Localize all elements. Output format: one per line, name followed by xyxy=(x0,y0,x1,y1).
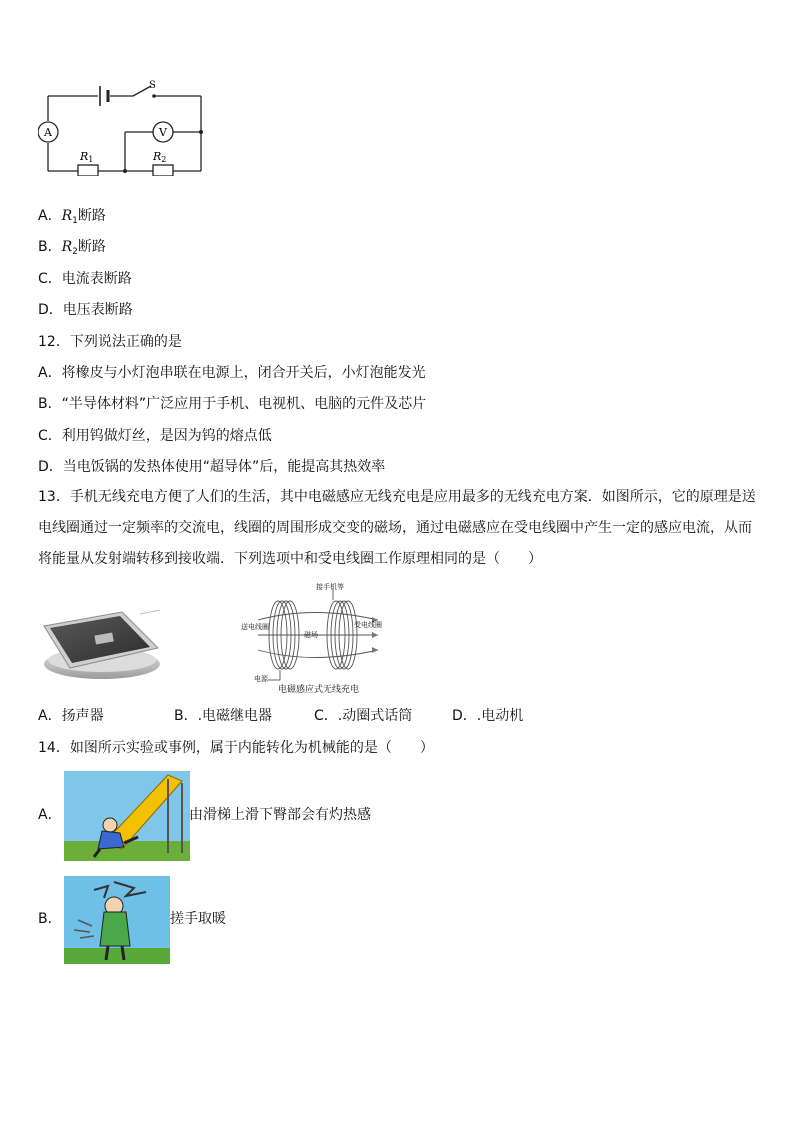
q13-option-b: B．.电磁继电器 xyxy=(174,708,273,724)
label-receiver: 接手机等 xyxy=(316,583,344,591)
q12-stem: 12．下列说法正确的是 xyxy=(38,334,182,350)
q11-option-b: B．$R_2$断路 xyxy=(38,239,106,257)
q12-option-b: B．“半导体材料”广泛应用于手机、电视机、电脑的元件及芯片 xyxy=(38,396,427,412)
slide-image xyxy=(64,771,190,861)
q14-option-a-text: 由滑梯上滑下臀部会有灼热感 xyxy=(189,807,371,823)
label-field: 磁场 xyxy=(304,631,318,639)
q13-stem: 13．手机无线充电方便了人们的生活，其中电磁感应无线充电是应用最多的无线充电方案．如图所示，它的原理是送电线圈通过一定频率的交流电，线圈的周围形成交变的磁场，通过电磁感应在受电线圈中产生一定的感应电流，从而将能量从发射端转移到接收端．下列选项中和受电线圈工作原理相同的是（ ） xyxy=(38,489,756,567)
svg-text:R1 xyxy=(79,150,93,164)
q11-option-a: A．$R_1$断路 xyxy=(38,208,106,226)
rubbing-hands-image xyxy=(64,876,170,964)
label-receive-coil: 受电线圈 xyxy=(354,621,382,629)
q14-option-b-text: 搓手取暖 xyxy=(170,911,226,927)
figure-caption: 电磁感应式无线充电 xyxy=(278,685,360,695)
q14-option-b-prefix: B． xyxy=(38,911,62,927)
r2-label: R xyxy=(153,150,162,163)
q13-option-d: D．.电动机 xyxy=(452,708,524,724)
q14-stem: 14．如图所示实验或事例，属于内能转化为机械能的是（ ） xyxy=(38,740,434,756)
q13-option-c: C．.动圈式话筒 xyxy=(314,708,413,724)
svg-text:R2 xyxy=(152,150,166,164)
circuit-diagram xyxy=(38,76,208,176)
q12-option-c: C．利用钨做灯丝，是因为钨的熔点低 xyxy=(38,428,272,444)
q11-option-d: D．电压表断路 xyxy=(38,302,133,318)
ammeter-label: A xyxy=(44,126,52,139)
wireless-charging-phone-image xyxy=(40,604,160,684)
q12-option-a: A．将橡皮与小灯泡串联在电源上，闭合开关后，小灯泡能发光 xyxy=(38,365,426,381)
coil-figure xyxy=(238,580,388,694)
voltmeter-label: V xyxy=(159,126,167,139)
q13-option-a: A．扬声器 xyxy=(38,708,104,724)
r1-label: R xyxy=(80,150,89,163)
r1-sub: 1 xyxy=(88,155,94,164)
label-send-coil: 送电线圈 xyxy=(241,623,269,631)
switch-label: S xyxy=(149,80,156,91)
r2-sub: 2 xyxy=(161,155,167,164)
q14-option-a-prefix: A． xyxy=(38,807,62,823)
q13-options xyxy=(38,706,523,726)
label-power: 电源 xyxy=(254,675,268,683)
q12-option-d: D．当电饭锅的发热体使用“超导体”后，能提高其热效率 xyxy=(38,459,386,475)
q11-option-c: C．电流表断路 xyxy=(38,271,132,287)
